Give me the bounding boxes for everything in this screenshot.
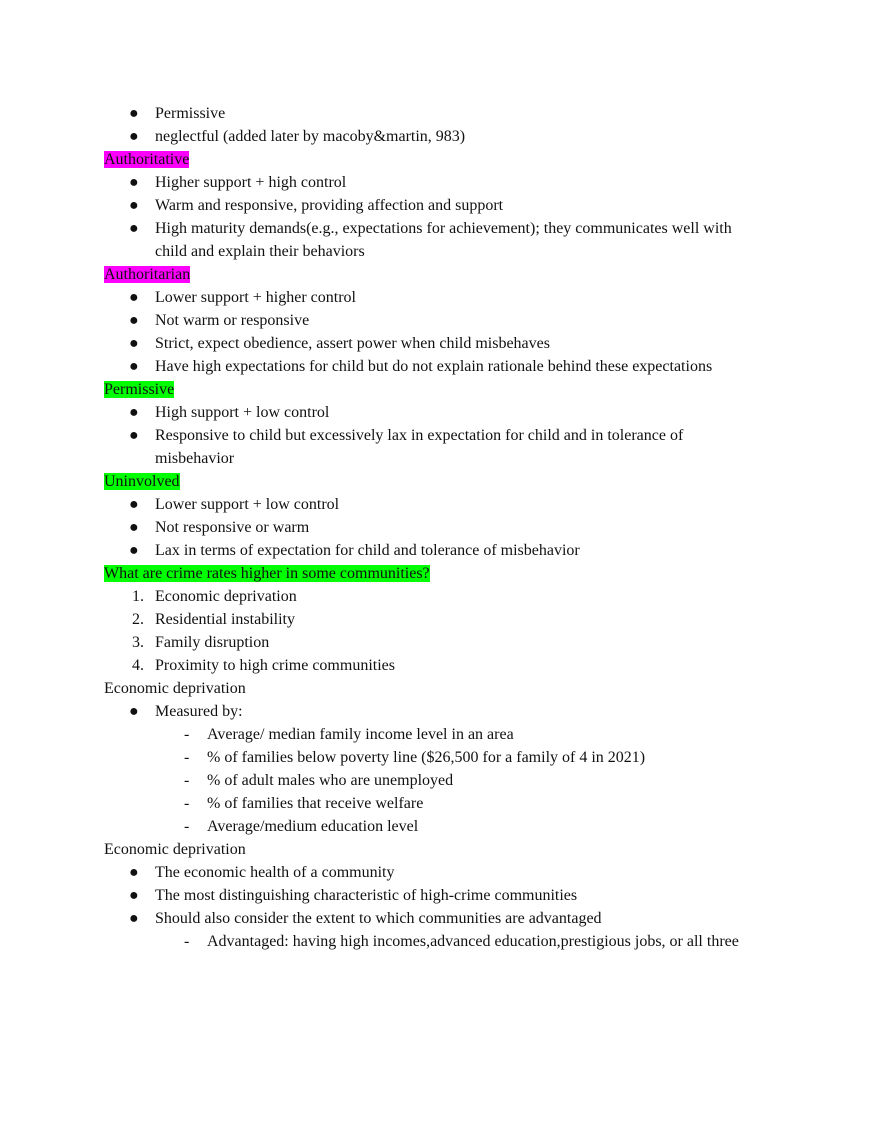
sub-list-item-text: Average/medium education level (207, 818, 419, 835)
bullet-marker: ● (129, 910, 139, 927)
dash-marker: - (184, 818, 190, 835)
dash-marker: - (184, 772, 190, 789)
numbered-item (104, 631, 784, 654)
list-item (104, 539, 784, 562)
section-heading-economic-deprivation: Economic deprivation (104, 680, 246, 697)
bullet-marker: ● (129, 105, 139, 122)
section-heading-economic-deprivation: Economic deprivation (104, 841, 246, 858)
sub-list-item-text: % of adult males who are unemployed (207, 772, 454, 789)
list-item (104, 309, 784, 332)
bullet-marker: ● (129, 542, 139, 559)
section-heading-uninvolved (104, 470, 784, 493)
list-item (104, 286, 784, 309)
sub-list-item (104, 723, 784, 746)
list-item-text: Permissive (155, 105, 226, 122)
section-heading-authoritarian (104, 263, 784, 286)
highlighted-heading: Uninvolved (104, 473, 180, 490)
sub-list-item-text: % of families that receive welfare (207, 795, 424, 812)
sub-list-item (104, 815, 784, 838)
list-item (104, 424, 784, 470)
bullet-marker: ● (129, 496, 139, 513)
bullet-marker: ● (129, 427, 139, 444)
bullet-marker: ● (129, 358, 139, 375)
number-marker: 3. (132, 634, 144, 651)
sub-list-item-text: Average/ median family income level in an area (207, 726, 514, 743)
number-marker: 4. (132, 657, 144, 674)
list-item (104, 401, 784, 424)
list-item (104, 907, 784, 930)
sub-list-item (104, 769, 784, 792)
numbered-item-text: Family disruption (155, 634, 270, 651)
numbered-item-text: Economic deprivation (155, 588, 297, 605)
document-body (104, 102, 784, 953)
list-item-text: Not warm or responsive (155, 312, 310, 329)
bullet-marker: ● (129, 519, 139, 536)
list-item (104, 125, 784, 148)
sub-list-item (104, 930, 784, 953)
dash-marker: - (184, 933, 190, 950)
bullet-marker: ● (129, 220, 139, 237)
numbered-item (104, 585, 784, 608)
list-item-text: Lax in terms of expectation for child and tolerance of misbehavior (155, 542, 580, 559)
dash-marker: - (184, 749, 190, 766)
list-item (104, 493, 784, 516)
bullet-marker: ● (129, 335, 139, 352)
numbered-item (104, 654, 784, 677)
bullet-marker: ● (129, 404, 139, 421)
list-item (104, 355, 784, 378)
list-item-text: Lower support + higher control (155, 289, 356, 306)
number-marker: 2. (132, 611, 144, 628)
list-item (104, 102, 784, 125)
bullet-marker: ● (129, 289, 139, 306)
list-item (104, 332, 784, 355)
bullet-marker: ● (129, 174, 139, 191)
list-item-text: Higher support + high control (155, 174, 347, 191)
highlighted-heading: Authoritative (104, 151, 190, 168)
list-item (104, 700, 784, 723)
bullet-marker: ● (129, 128, 139, 145)
list-item-text: High maturity demands(e.g., expectations for achievement); they communicates well with child and explain their behaviors (155, 220, 732, 260)
sub-list-item-text: Advantaged: having high incomes,advanced education,prestigious jobs, or all three (207, 933, 739, 950)
list-item (104, 884, 784, 907)
list-item-text: Lower support + low control (155, 496, 340, 513)
bullet-marker: ● (129, 703, 139, 720)
highlighted-heading: Permissive (104, 381, 175, 398)
bullet-marker: ● (129, 864, 139, 881)
list-item (104, 516, 784, 539)
numbered-item (104, 608, 784, 631)
list-item-text: Measured by: (155, 703, 243, 720)
list-item-text: Should also consider the extent to which communities are advantaged (155, 910, 602, 927)
list-item-text: The most distinguishing characteristic of high-crime communities (155, 887, 578, 904)
bullet-marker: ● (129, 197, 139, 214)
list-item-text: Responsive to child but excessively lax in expectation for child and in tolerance of misbehavior (155, 427, 684, 467)
list-item (104, 194, 784, 217)
list-item (104, 861, 784, 884)
dash-marker: - (184, 795, 190, 812)
list-item-text: neglectful (added later by macoby&martin, 983) (155, 128, 466, 145)
section-heading-permissive (104, 378, 784, 401)
number-marker: 1. (132, 588, 144, 605)
bullet-marker: ● (129, 887, 139, 904)
numbered-item-text: Residential instability (155, 611, 295, 628)
sub-list-item (104, 792, 784, 815)
sub-list-item-text: % of families below poverty line ($26,500 for a family of 4 in 2021) (207, 749, 646, 766)
list-item-text: Warm and responsive, providing affection and support (155, 197, 504, 214)
list-item-text: Have high expectations for child but do not explain rationale behind these expectations (155, 358, 713, 375)
highlighted-heading: What are crime rates higher in some communities? (104, 565, 430, 582)
list-item-text: Strict, expect obedience, assert power when child misbehaves (155, 335, 550, 352)
sub-list-item (104, 746, 784, 769)
section-heading-crime-question (104, 562, 784, 585)
list-item-text: The economic health of a community (155, 864, 395, 881)
numbered-item-text: Proximity to high crime communities (155, 657, 395, 674)
bullet-marker: ● (129, 312, 139, 329)
list-item (104, 171, 784, 194)
list-item-text: High support + low control (155, 404, 330, 421)
section-heading-authoritative (104, 148, 784, 171)
dash-marker: - (184, 726, 190, 743)
list-item-text: Not responsive or warm (155, 519, 310, 536)
list-item (104, 217, 784, 263)
highlighted-heading: Authoritarian (104, 266, 191, 283)
